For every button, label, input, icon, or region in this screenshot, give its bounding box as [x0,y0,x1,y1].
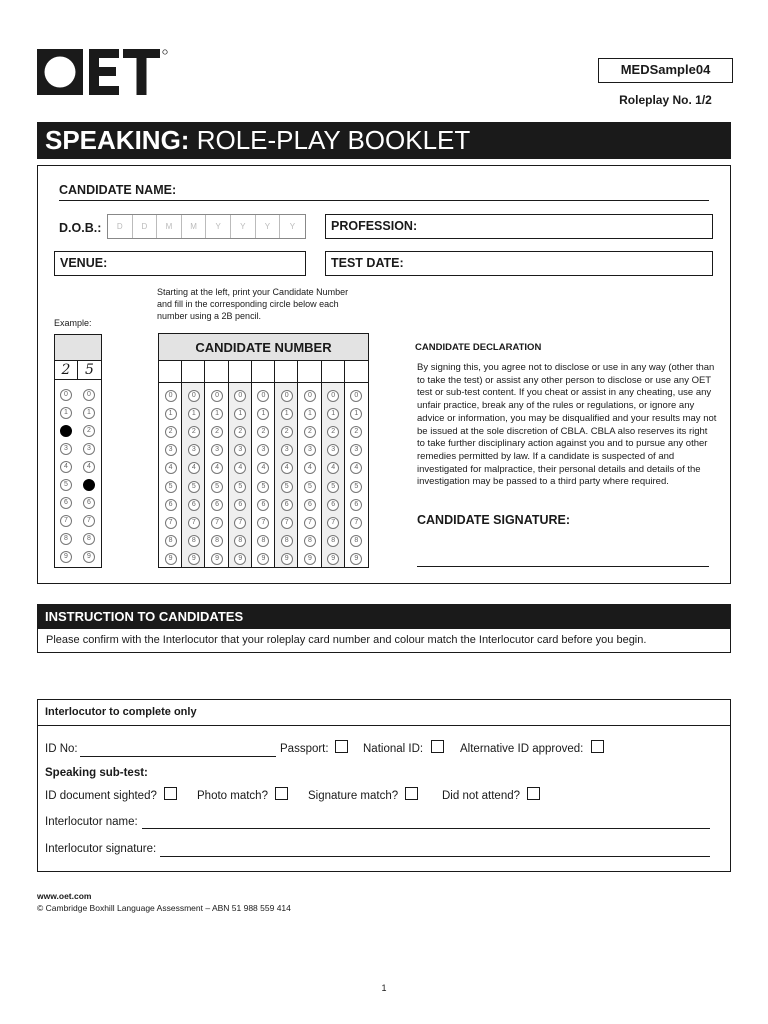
candidate-digit-entry[interactable] [159,361,181,383]
id-doc-label: ID document sighted? [45,790,157,802]
candidate-digit-bubble[interactable]: 6 [165,499,177,511]
alt-id-checkbox[interactable] [591,740,604,753]
candidate-number-header: CANDIDATE NUMBER [159,334,368,361]
dob-cell[interactable]: D [133,215,158,238]
candidate-digit-bubble[interactable]: 1 [188,408,200,420]
candidate-digit-bubble[interactable]: 2 [281,426,293,438]
candidate-digit-bubble[interactable]: 6 [188,499,200,511]
dob-cell[interactable]: Y [231,215,256,238]
national-id-label: National ID: [363,743,424,755]
example-bubble: 9 [83,551,95,563]
candidate-digit-bubble[interactable]: 5 [327,481,339,493]
example-bubble: 6 [60,497,72,509]
candidate-digit-bubble[interactable]: 0 [211,390,223,402]
candidate-digit-bubble[interactable]: 3 [304,444,316,456]
candidate-number-column [252,361,275,567]
footer [37,890,291,914]
dob-cell[interactable]: Y [256,215,281,238]
candidate-digit-bubble[interactable]: 2 [188,426,200,438]
candidate-digit-bubble[interactable]: 6 [281,499,293,511]
profession-label: PROFESSION: [331,219,418,233]
signature-match-label: Signature match? [308,790,399,802]
fill-instructions: Starting at the left, print your Candidate Number and fill in the corresponding circle below each number using a 2B pencil. [157,287,349,321]
candidate-digit-bubble[interactable]: 7 [304,517,316,529]
candidate-digit-bubble[interactable]: 5 [304,481,316,493]
photo-match-checkbox[interactable] [275,787,288,800]
did-not-attend-label: Did not attend? [442,790,521,802]
candidate-digit-bubble[interactable]: 8 [211,535,223,547]
candidate-digit-bubble[interactable]: 9 [257,553,269,565]
candidate-name-label: CANDIDATE NAME: [59,183,177,197]
candidate-digit-bubble[interactable]: 3 [350,444,362,456]
candidate-digit-bubble[interactable]: 7 [281,517,293,529]
candidate-number-grid [158,333,369,568]
oet-logo [37,48,172,96]
example-bubble: 8 [83,533,95,545]
candidate-digit-bubble[interactable]: 7 [350,517,362,529]
candidate-digit-bubble[interactable]: 4 [211,462,223,474]
candidate-digit-bubble[interactable]: 3 [211,444,223,456]
candidate-digit-bubble[interactable]: 8 [281,535,293,547]
passport-checkbox[interactable] [335,740,348,753]
candidate-digit-bubble[interactable]: 9 [281,553,293,565]
candidate-digit-bubble[interactable]: 4 [327,462,339,474]
example-bubble: 3 [83,443,95,455]
candidate-digit-entry[interactable] [322,361,344,383]
example-bubble: 3 [60,443,72,455]
candidate-digit-bubble[interactable]: 1 [350,408,362,420]
passport-label: Passport: [280,743,329,755]
candidate-digit-bubble[interactable]: 6 [234,499,246,511]
example-bubble: 4 [83,461,95,473]
test-date-field[interactable] [325,251,713,276]
candidate-digit-bubble[interactable]: 4 [165,462,177,474]
example-grid [54,334,102,568]
candidate-digit-entry[interactable] [182,361,204,383]
candidate-digit-entry[interactable] [252,361,274,383]
venue-label: VENUE: [60,256,108,270]
declaration-title: CANDIDATE DECLARATION [415,342,542,353]
candidate-digit-bubble[interactable]: 1 [257,408,269,420]
candidate-number-column [345,361,368,567]
candidate-digit-bubble[interactable]: 8 [165,535,177,547]
declaration-text: By signing this, you agree not to disclose or use in any way (other than to take the test) or assist any other person to disclose or use any OET test or sub-test content. If you cheat or assist in any cheating, use any unfair practice, break any of the rules or regulations, or ignore any advice or information, you may be disqualified and your results may not be issued at the sole discretion of CBLA. CBLA also reserves its right to take further disciplinary action against you and to pursue any other remedies permitted by law. If a candidate is suspected of and investigated for malpractice, their personal details and details of the investigation may be passed to a third party where required. [417,362,717,488]
dob-label: D.O.B.: [59,221,102,235]
example-bubble: 1 [83,407,95,419]
candidate-digit-bubble[interactable]: 3 [281,444,293,456]
example-digit: 5 [85,362,94,378]
candidate-number-column [322,361,345,567]
candidate-number-column [159,361,182,567]
candidate-digit-bubble[interactable]: 0 [281,390,293,402]
candidate-digit-bubble[interactable]: 6 [257,499,269,511]
candidate-digit-bubble[interactable]: 3 [327,444,339,456]
candidate-digit-bubble[interactable]: 0 [327,390,339,402]
subtest-label: Speaking sub-test: [45,767,148,779]
candidate-digit-bubble[interactable]: 1 [234,408,246,420]
example-label: Example: [54,318,92,328]
sample-code: MEDSample04 [598,58,733,83]
candidate-digit-bubble[interactable]: 2 [257,426,269,438]
candidate-digit-bubble[interactable]: 8 [327,535,339,547]
candidate-number-column [275,361,298,567]
page-title: SPEAKING: ROLE-PLAY BOOKLET [37,122,731,159]
candidate-digit-bubble[interactable]: 5 [234,481,246,493]
alt-id-label: Alternative ID approved: [460,743,584,755]
candidate-digit-bubble[interactable]: 8 [188,535,200,547]
candidate-digit-entry[interactable] [229,361,251,383]
candidate-digit-bubble[interactable]: 5 [281,481,293,493]
example-bubble [60,425,72,437]
candidate-name-field[interactable] [59,200,709,201]
candidate-digit-bubble[interactable]: 3 [165,444,177,456]
interlocutor-name-label: Interlocutor name: [45,816,138,828]
test-date-label: TEST DATE: [331,256,404,270]
example-bubble: 7 [83,515,95,527]
candidate-number-column [229,361,252,567]
candidate-digit-bubble[interactable]: 2 [327,426,339,438]
candidate-digit-bubble[interactable]: 9 [188,553,200,565]
candidate-digit-bubble[interactable]: 0 [350,390,362,402]
candidate-digit-bubble[interactable]: 8 [257,535,269,547]
candidate-digit-bubble[interactable]: 4 [257,462,269,474]
interlocutor-signature-field[interactable] [160,856,710,857]
candidate-digit-bubble[interactable]: 1 [304,408,316,420]
candidate-digit-bubble[interactable]: 7 [257,517,269,529]
dob-cell[interactable]: D [108,215,133,238]
example-grid-header [55,335,101,361]
instruction-text: Please confirm with the Interlocutor that your roleplay card number and colour match the Interlocutor card before you begin. [37,629,731,653]
candidate-digit-bubble[interactable]: 2 [234,426,246,438]
candidate-digit-bubble[interactable]: 3 [257,444,269,456]
candidate-digit-bubble[interactable]: 2 [211,426,223,438]
candidate-digit-bubble[interactable]: 4 [281,462,293,474]
candidate-digit-bubble[interactable]: 2 [350,426,362,438]
candidate-digit-bubble[interactable]: 9 [234,553,246,565]
candidate-signature-label: CANDIDATE SIGNATURE: [417,513,571,527]
candidate-digit-bubble[interactable]: 7 [188,517,200,529]
national-id-checkbox[interactable] [431,740,444,753]
dob-cell[interactable]: M [157,215,182,238]
candidate-digit-bubble[interactable]: 5 [211,481,223,493]
candidate-digit-bubble[interactable]: 4 [188,462,200,474]
candidate-digit-entry[interactable] [345,361,368,383]
id-doc-checkbox[interactable] [164,787,177,800]
candidate-digit-bubble[interactable]: 3 [188,444,200,456]
candidate-digit-bubble[interactable]: 6 [211,499,223,511]
example-bubble: 0 [60,389,72,401]
candidate-digit-bubble[interactable]: 1 [165,408,177,420]
candidate-digit-bubble[interactable]: 6 [327,499,339,511]
candidate-digit-bubble[interactable]: 7 [165,517,177,529]
candidate-digit-bubble[interactable]: 7 [327,517,339,529]
candidate-digit-bubble[interactable]: 9 [327,553,339,565]
id-no-label: ID No: [45,743,78,755]
candidate-digit-bubble[interactable]: 0 [257,390,269,402]
candidate-digit-bubble[interactable]: 8 [350,535,362,547]
candidate-digit-bubble[interactable]: 7 [211,517,223,529]
example-bubble: 9 [60,551,72,563]
example-digit-row [55,361,101,380]
candidate-digit-bubble[interactable]: 9 [304,553,316,565]
example-bubble: 4 [60,461,72,473]
example-bubble: 7 [60,515,72,527]
candidate-digit-bubble[interactable]: 6 [304,499,316,511]
example-bubble: 8 [60,533,72,545]
candidate-digit-bubble[interactable]: 4 [350,462,362,474]
candidate-digit-bubble[interactable]: 6 [350,499,362,511]
candidate-number-column [205,361,228,567]
example-bubble: 2 [83,425,95,437]
candidate-digit-bubble[interactable]: 5 [257,481,269,493]
interlocutor-header: Interlocutor to complete only [37,699,731,726]
candidate-digit-bubble[interactable]: 9 [350,553,362,565]
id-no-field[interactable] [80,756,276,757]
candidate-digit-bubble[interactable]: 0 [234,390,246,402]
example-bubble [83,479,95,491]
example-bubble: 0 [83,389,95,401]
candidate-digit-bubble[interactable]: 1 [211,408,223,420]
candidate-signature-field[interactable] [417,566,709,567]
instruction-title: INSTRUCTION TO CANDIDATES [37,604,731,629]
dob-cell[interactable]: M [182,215,207,238]
candidate-digit-bubble[interactable]: 0 [188,390,200,402]
roleplay-number: Roleplay No. 1/2 [619,93,712,107]
candidate-number-column [298,361,321,567]
signature-match-checkbox[interactable] [405,787,418,800]
candidate-digit-entry[interactable] [205,361,227,383]
example-bubble: 6 [83,497,95,509]
candidate-digit-bubble[interactable]: 8 [304,535,316,547]
dob-cell[interactable]: Y [206,215,231,238]
dob-cell[interactable]: Y [289,222,296,231]
candidate-digit-bubble[interactable]: 2 [165,426,177,438]
candidate-digit-entry[interactable] [275,361,297,383]
example-digit: 2 [55,361,78,379]
interlocutor-signature-label: Interlocutor signature: [45,843,157,855]
candidate-digit-bubble[interactable]: 9 [211,553,223,565]
candidate-digit-bubble[interactable]: 2 [304,426,316,438]
dob-field[interactable] [107,214,306,239]
candidate-digit-bubble[interactable]: 4 [304,462,316,474]
candidate-digit-bubble[interactable]: 5 [188,481,200,493]
candidate-digit-bubble[interactable]: 5 [350,481,362,493]
example-bubble: 5 [60,479,72,491]
candidate-digit-bubble[interactable]: 0 [304,390,316,402]
example-bubble: 1 [60,407,72,419]
interlocutor-name-field[interactable] [142,828,710,829]
did-not-attend-checkbox[interactable] [527,787,540,800]
footer-copyright: © Cambridge Boxhill Language Assessment – ABN 51 988 559 414 [37,903,291,913]
candidate-digit-entry[interactable] [298,361,320,383]
candidate-digit-bubble[interactable]: 9 [165,553,177,565]
candidate-digit-bubble[interactable]: 4 [234,462,246,474]
photo-match-label: Photo match? [197,790,268,802]
candidate-number-column [182,361,205,567]
candidate-digit-bubble[interactable]: 0 [165,390,177,402]
profession-field[interactable] [325,214,713,239]
venue-field[interactable] [54,251,306,276]
candidate-digit-bubble[interactable]: 3 [234,444,246,456]
page-number: 1 [381,983,387,993]
candidate-digit-bubble[interactable]: 1 [281,408,293,420]
candidate-digit-bubble[interactable]: 5 [165,481,177,493]
footer-url[interactable]: www.oet.com [37,891,92,901]
candidate-digit-bubble[interactable]: 7 [234,517,246,529]
candidate-digit-bubble[interactable]: 1 [327,408,339,420]
candidate-digit-bubble[interactable]: 8 [234,535,246,547]
